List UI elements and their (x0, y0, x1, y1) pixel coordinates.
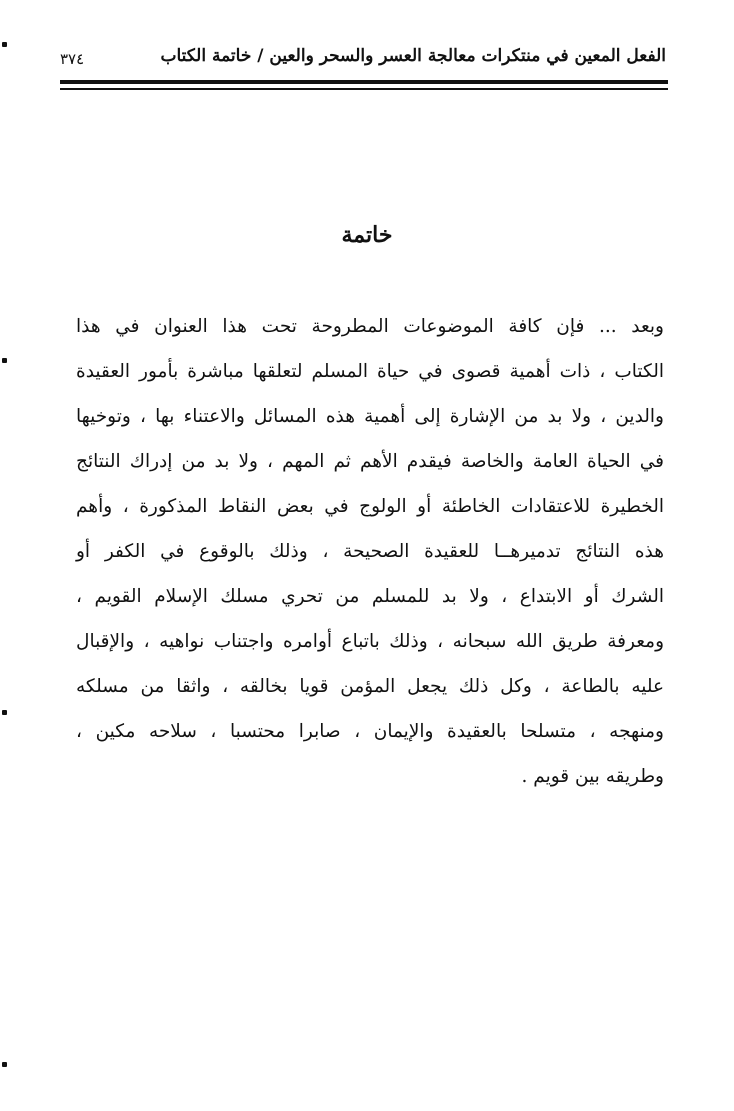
body-line: وبعد ... فإن كافة الموضوعات المطروحة تحت هذا العنوان في هذا (76, 316, 664, 337)
running-header (60, 44, 666, 76)
chapter-title: خاتمة (341, 222, 393, 248)
body-line: هذه النتائج تدميرهــا للعقيدة الصحيحة ، وذلك بالوقوع في الكفر أو (76, 541, 664, 562)
body-line: عليه بالطاعة ، وكل ذلك يجعل المؤمن قويا بخالقه ، واثقا من مسلكه (76, 676, 664, 697)
running-title: الفعل المعين في منتكرات معالجة العسر والسحر والعين / خاتمة الكتاب (160, 46, 666, 66)
scan-mark (2, 1062, 7, 1067)
body-line: والدين ، ولا بد من الإشارة إلى أهمية هذه المسائل والاعتناء بها ، وتوخيها (76, 406, 664, 427)
body-line: الشرك أو الابتداع ، ولا بد للمسلم من تحري مسلك الإسلام القويم ، (76, 586, 664, 607)
body-line: الخطيرة للاعتقادات الخاطئة أو الولوج في بعض النقاط المذكورة ، وأهم (76, 496, 664, 517)
body-line: ومنهجه ، متسلحا بالعقيدة والإيمان ، صابرا محتسبا ، سلاحه مكين ، (76, 721, 664, 742)
body-line: في الحياة العامة والخاصة فيقدم الأهم ثم المهم ، ولا بد من إدراك النتائج (76, 451, 664, 472)
body-line: الكتاب ، ذات أهمية قصوى في حياة المسلم لتعلقها مباشرة بأمور العقيدة (76, 361, 664, 382)
page-number: ٣٧٤ (60, 50, 85, 68)
body-line: ومعرفة طريق الله سبحانه ، وذلك باتباع أوامره واجتناب نواهيه ، والإقبال (76, 631, 664, 652)
header-rule-thick (60, 80, 668, 84)
body-line: وطريقه بين قويم . (521, 766, 664, 787)
scan-mark (2, 710, 7, 715)
scan-mark (2, 358, 7, 363)
scan-mark (2, 42, 7, 47)
body-paragraph (76, 304, 664, 799)
header-rule-thin (60, 88, 668, 90)
